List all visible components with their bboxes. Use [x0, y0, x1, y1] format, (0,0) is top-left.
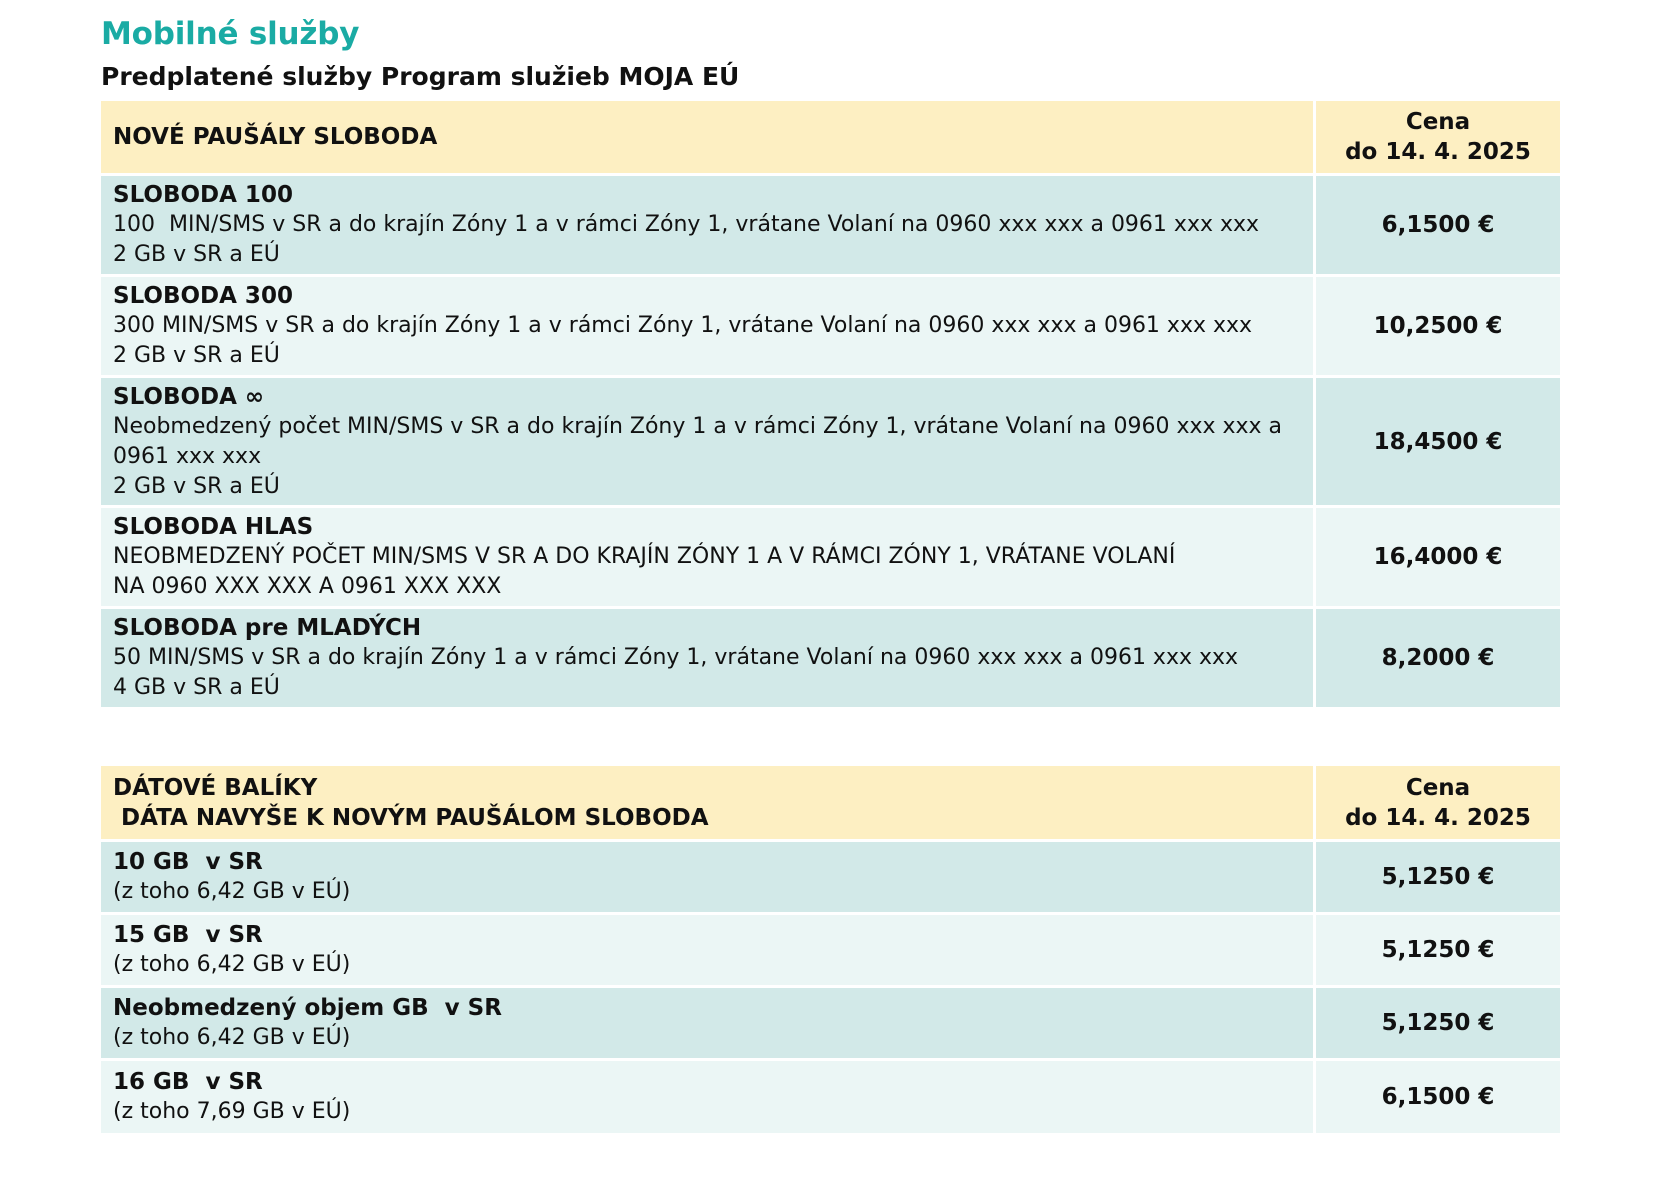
item-price: 18,4500 €: [1373, 428, 1503, 455]
item-detail: (z toho 6,42 GB v EÚ): [113, 879, 351, 904]
item-detail: 2 GB v SR a EÚ: [113, 473, 280, 499]
item-price: 6,1500 €: [1381, 1084, 1495, 1110]
item-detail: (z toho 7,69 GB v EÚ): [113, 1099, 351, 1124]
table-row: [101, 176, 1560, 274]
item-description: [101, 988, 1313, 1058]
item-price-cell: [1316, 378, 1560, 505]
item-description: [101, 842, 1313, 912]
table-row: [101, 842, 1560, 912]
item-title: SLOBODA HLAS: [113, 514, 314, 540]
plans-table-header: [101, 101, 1560, 173]
price-header-cell: [1316, 766, 1560, 839]
item-detail: (z toho 6,42 GB v EÚ): [113, 952, 351, 977]
item-description: [101, 378, 1313, 505]
item-detail: 2 GB v SR a EÚ: [113, 343, 280, 368]
item-detail: 50 MIN/SMS v SR a do krajín Zóny 1 a v rámci Zóny 1, vrátane Volaní na 0960 xxx xxx a 0961 xxx xxx: [113, 645, 1239, 670]
item-price: 8,2000 €: [1381, 645, 1495, 671]
item-description: [101, 277, 1313, 375]
table-row: [101, 1061, 1560, 1133]
table-row: [101, 277, 1560, 375]
item-price-cell: [1316, 508, 1560, 606]
item-price: 5,1250 €: [1381, 864, 1495, 890]
item-price: 10,2500 €: [1373, 313, 1503, 339]
item-price: 5,1250 €: [1381, 1010, 1495, 1036]
item-detail: 2 GB v SR a EÚ: [113, 242, 280, 267]
item-description: [101, 915, 1313, 985]
item-title: 15 GB v SR: [113, 922, 263, 948]
item-detail: 4 GB v SR a EÚ: [113, 675, 280, 700]
item-price-cell: [1316, 609, 1560, 707]
item-detail: 100 MIN/SMS v SR a do krajín Zóny 1 a v rámci Zóny 1, vrátane Volaní na 0960 xxx xxx a 0961 xxx xxx: [113, 212, 1260, 237]
item-price: 6,1500 €: [1381, 212, 1495, 238]
item-title: 16 GB v SR: [113, 1069, 263, 1095]
item-title: Neobmedzený objem GB v SR: [113, 995, 502, 1021]
item-detail: (z toho 6,42 GB v EÚ): [113, 1025, 351, 1050]
item-detail: 300 MIN/SMS v SR a do krajín Zóny 1 a v rámci Zóny 1, vrátane Volaní na 0960 xxx xxx a 0961 xxx xxx: [113, 313, 1253, 338]
data-packages-table-header: [101, 766, 1560, 839]
price-header-label: Cena: [1405, 774, 1471, 801]
item-detail: 0961 xxx xxx: [113, 443, 262, 469]
item-description: [101, 176, 1313, 274]
item-price-cell: [1316, 1061, 1560, 1133]
item-title: SLOBODA ∞: [113, 383, 265, 410]
item-description: [101, 609, 1313, 707]
item-price-cell: [1316, 176, 1560, 274]
item-title: SLOBODA pre MLADÝCH: [113, 615, 422, 641]
item-title: SLOBODA 100: [113, 182, 293, 208]
item-price: 5,1250 €: [1381, 937, 1495, 963]
item-description: [101, 508, 1313, 606]
item-price-cell: [1316, 915, 1560, 985]
plans-table: [101, 101, 1560, 707]
item-description: [101, 1061, 1313, 1133]
page-subtitle: Predplatené služby Program služieb MOJA EÚ: [101, 62, 740, 91]
item-detail: Neobmedzený počet MIN/SMS v SR a do krajín Zóny 1 a v rámci Zóny 1, vrátane Volaní na 0960 xxx xxx a: [113, 413, 1283, 439]
table-row: [101, 378, 1560, 505]
table-row: [101, 609, 1560, 707]
item-title: SLOBODA 300: [113, 283, 293, 309]
header-label: DÁTA NAVYŠE K NOVÝM PAUŠÁLOM SLOBODA: [113, 804, 709, 831]
item-price-cell: [1316, 842, 1560, 912]
page-title: Mobilné služby: [101, 16, 360, 52]
table-row: [101, 508, 1560, 606]
header-label-cell: [101, 766, 1313, 839]
table-row: [101, 988, 1560, 1058]
header-label: NOVÉ PAUŠÁLY SLOBODA: [113, 124, 438, 150]
price-header-date: do 14. 4. 2025: [1345, 804, 1531, 831]
item-title: 10 GB v SR: [113, 849, 263, 875]
data-packages-table: [101, 766, 1560, 1133]
item-price: 16,4000 €: [1373, 544, 1503, 570]
item-price-cell: [1316, 277, 1560, 375]
header-label: DÁTOVÉ BALÍKY: [113, 774, 318, 801]
item-detail: NEOBMEDZENÝ POČET MIN/SMS V SR A DO KRAJÍN ZÓNY 1 A V RÁMCI ZÓNY 1, VRÁTANE VOLANÍ: [113, 544, 1176, 569]
price-header-label: Cena: [1405, 109, 1471, 135]
item-price-cell: [1316, 988, 1560, 1058]
item-detail: NA 0960 XXX XXX A 0961 XXX XXX: [113, 574, 502, 599]
price-header-cell: [1316, 101, 1560, 173]
header-label-cell: [101, 101, 1313, 173]
table-row: [101, 915, 1560, 985]
price-header-date: do 14. 4. 2025: [1345, 139, 1531, 165]
